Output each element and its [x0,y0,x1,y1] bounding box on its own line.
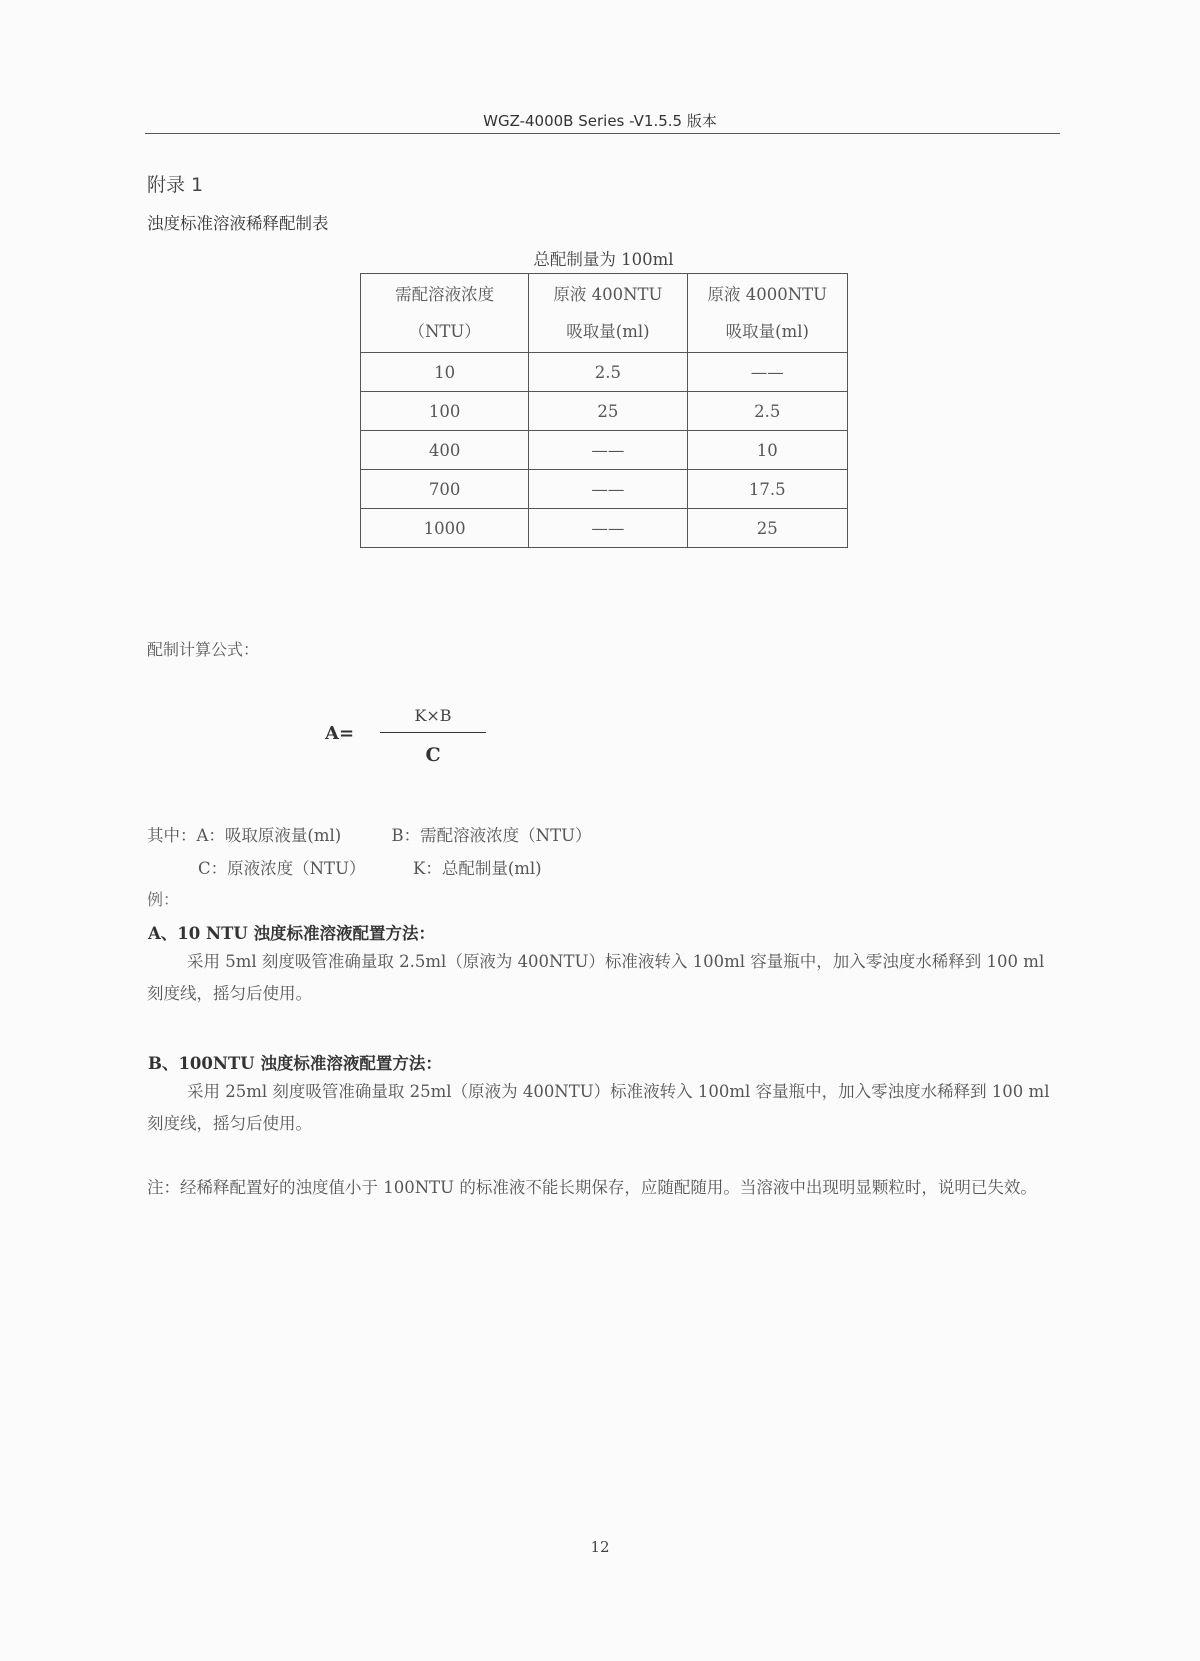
table-cell: 400 [361,431,529,470]
header-title: WGZ-4000B Series -V1.5.5 版本 [483,112,717,130]
appendix-label: 附录 1 [147,174,204,196]
definition-c: C：原液浓度（NTU） [198,859,366,878]
table-cell: 2.5 [529,353,687,392]
table-cell: 17.5 [687,470,847,509]
table-cell: 100 [361,392,529,431]
table-row [361,470,848,509]
table-row [361,509,848,548]
page-number: 12 [590,1538,610,1556]
table-row [361,353,848,392]
header-cell: 原液 400NTU 吸取量(ml) [529,274,687,353]
method-a-text: 采用 5ml 刻度吸管准确量取 2.5ml（原液为 400NTU）标准液转入 100ml 容量瓶中，加入零浊度水稀释到 100 ml 刻度线，摇匀后使用。 [147,952,1045,1003]
table-heading: 浊度标准溶液稀释配制表 [147,214,329,233]
table-cell: 700 [361,470,529,509]
definitions-prefix: 其中： [147,826,197,845]
dilution-table [360,273,848,548]
definition-a: A：吸取原液量(ml) [196,826,342,845]
formula-numerator: K×B [414,706,452,725]
example-label: 例： [147,890,180,909]
definition-b: B：需配溶液浓度（NTU） [391,826,592,845]
table-cell: —— [529,431,687,470]
table-caption: 总配制量为 100ml [533,250,674,269]
formula-lhs: A= [325,723,355,744]
header-cell: 原液 4000NTU 吸取量(ml) [687,274,847,353]
definition-line-2 [198,855,542,879]
definition-k: K：总配制量(ml) [413,859,542,878]
table-cell: 10 [361,353,529,392]
table-cell: 25 [687,509,847,548]
method-b-title: B、100NTU 浊度标准溶液配置方法： [148,1054,442,1073]
table-row [361,431,848,470]
table-cell: —— [687,353,847,392]
formula-denominator: C [425,744,441,766]
definition-line-1 [147,822,591,846]
method-a-title: A、10 NTU 浊度标准溶液配置方法： [148,924,436,943]
table-cell: 10 [687,431,847,470]
table-cell: —— [529,509,687,548]
note-text: 注：经稀释配置好的浊度值小于 100NTU 的标准液不能长期保存，应随配随用。当溶液中出现明显颗粒时，说明已失效。 [147,1178,1037,1197]
header-divider [145,133,1060,134]
table-cell: 1000 [361,509,529,548]
fraction-bar [380,732,486,733]
table-header-row [361,274,848,353]
table-cell: 25 [529,392,687,431]
table-cell: 2.5 [687,392,847,431]
formula-label: 配制计算公式： [147,640,260,659]
table-row [361,392,848,431]
header-cell: 需配溶液浓度 （NTU） [361,274,529,353]
method-b-text: 采用 25ml 刻度吸管准确量取 25ml（原液为 400NTU）标准液转入 100ml 容量瓶中，加入零浊度水稀释到 100 ml 刻度线，摇匀后使用。 [147,1082,1050,1133]
table-cell: —— [529,470,687,509]
